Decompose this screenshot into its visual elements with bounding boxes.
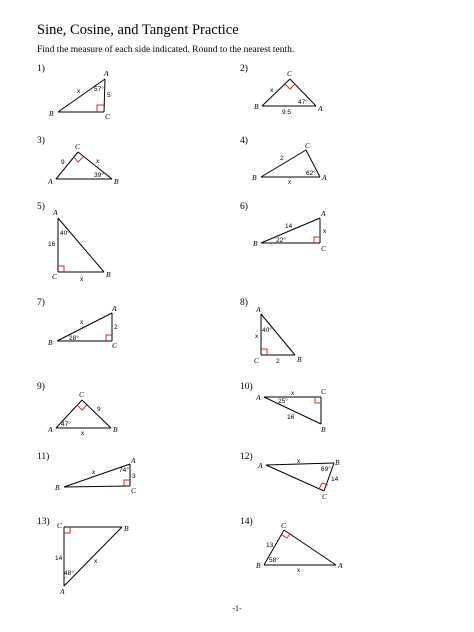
vertex-label: B bbox=[114, 177, 119, 186]
angle-label: 22° bbox=[276, 237, 286, 244]
problem-2-number: 2) bbox=[240, 64, 248, 74]
vertex-label: A bbox=[53, 208, 58, 217]
side-label: 16 bbox=[48, 241, 56, 248]
angle-label: 47° bbox=[298, 99, 308, 106]
problem-1-number: 1) bbox=[37, 64, 45, 74]
side-label: 14 bbox=[331, 476, 339, 483]
vertex-label: B bbox=[253, 239, 258, 248]
vertex-label: A bbox=[60, 587, 65, 596]
vertex-label: C bbox=[52, 272, 58, 281]
side-label: x bbox=[270, 87, 274, 94]
vertex-label: B bbox=[106, 270, 111, 279]
vertex-label: C bbox=[287, 69, 293, 78]
side-label: 9 bbox=[97, 406, 101, 413]
vertex-label: B bbox=[256, 561, 261, 570]
vertex-label: B bbox=[124, 524, 129, 533]
problem-12-number: 12) bbox=[240, 452, 253, 462]
angle-label: 25° bbox=[278, 398, 288, 405]
vertex-label: B bbox=[254, 102, 259, 111]
side-label: 2 bbox=[276, 358, 280, 365]
angle-label: 28° bbox=[69, 335, 79, 342]
side-label: 2 bbox=[280, 155, 284, 162]
problem-13-number: 13) bbox=[37, 517, 50, 527]
vertex-label: B bbox=[48, 338, 53, 347]
angle-label: 39° bbox=[94, 172, 104, 179]
vertex-label: B bbox=[297, 355, 302, 364]
angle-label: 48° bbox=[64, 570, 74, 577]
side-label: x bbox=[92, 469, 96, 476]
page-number: -1- bbox=[232, 604, 242, 613]
side-label: x bbox=[297, 567, 301, 574]
problem-6-number: 6) bbox=[240, 202, 248, 212]
problem-9-number: 9) bbox=[37, 382, 45, 392]
vertex-label: A bbox=[321, 209, 326, 218]
vertex-label: B bbox=[252, 173, 257, 182]
side-label: x bbox=[288, 179, 292, 186]
side-label: 14 bbox=[285, 223, 293, 230]
vertex-label: A bbox=[256, 393, 261, 402]
instructions: Find the measure of each side indicated. Round to the nearest tenth. bbox=[37, 45, 295, 55]
vertex-label: A bbox=[318, 104, 323, 113]
vertex-label: A bbox=[48, 177, 53, 186]
side-label: 13 bbox=[266, 542, 274, 549]
problem-7-number: 7) bbox=[37, 298, 45, 308]
vertex-label: C bbox=[112, 341, 118, 350]
problem-3-number: 3) bbox=[37, 136, 45, 146]
angle-label: 57° bbox=[94, 86, 104, 93]
right-angle-marker bbox=[282, 534, 290, 538]
side-label: x bbox=[96, 158, 100, 165]
vertex-label: C bbox=[322, 492, 328, 501]
side-label: x bbox=[255, 333, 259, 340]
problem-5-number: 5) bbox=[37, 202, 45, 212]
side-label: x bbox=[297, 458, 301, 465]
vertex-label: C bbox=[131, 486, 137, 495]
angle-label: 74° bbox=[119, 467, 129, 474]
problem-4-number: 4) bbox=[240, 136, 248, 146]
side-label: x bbox=[77, 88, 81, 95]
vertex-label: A bbox=[48, 425, 53, 434]
side-label: 2 bbox=[114, 324, 118, 331]
vertex-label: A bbox=[338, 561, 343, 570]
vertex-label: A bbox=[322, 173, 327, 182]
angle-label: 58° bbox=[269, 557, 279, 564]
side-label: 9.5 bbox=[282, 109, 292, 116]
angle-label: 47° bbox=[61, 421, 71, 428]
vertex-label: C bbox=[57, 521, 63, 530]
side-label: x bbox=[81, 430, 85, 437]
angle-label: 62° bbox=[306, 170, 316, 177]
vertex-label: B bbox=[113, 425, 118, 434]
page-title: Sine, Cosine, and Tangent Practice bbox=[37, 22, 239, 38]
vertex-label: A bbox=[104, 69, 109, 78]
side-label: 5 bbox=[107, 92, 111, 99]
side-label: x bbox=[291, 390, 295, 397]
vertex-label: C bbox=[281, 521, 287, 530]
vertex-label: B bbox=[321, 425, 326, 434]
side-label: x bbox=[80, 319, 84, 326]
vertex-label: A bbox=[256, 305, 261, 314]
vertex-label: A bbox=[258, 461, 263, 470]
problem-14-number: 14) bbox=[240, 517, 253, 527]
vertex-label: C bbox=[105, 112, 111, 121]
side-label: x bbox=[80, 276, 84, 283]
angle-label: 40° bbox=[262, 327, 272, 334]
vertex-label: A bbox=[131, 456, 136, 465]
problem-10-number: 10) bbox=[240, 382, 253, 392]
side-label: 3 bbox=[132, 473, 136, 480]
vertex-label: C bbox=[321, 387, 327, 396]
vertex-label: C bbox=[254, 356, 260, 365]
vertex-label: B bbox=[55, 483, 60, 492]
side-label: x bbox=[94, 558, 98, 565]
vertex-label: C bbox=[321, 244, 327, 253]
side-label: 16 bbox=[287, 414, 295, 421]
vertex-label: B bbox=[49, 109, 54, 118]
problem-11-number: 11) bbox=[37, 452, 50, 462]
side-label: x bbox=[323, 228, 327, 235]
angle-label: 40° bbox=[60, 230, 70, 237]
problem-8-number: 8) bbox=[240, 298, 248, 308]
vertex-label: C bbox=[79, 390, 85, 399]
angle-label: 69° bbox=[321, 466, 331, 473]
vertex-label: A bbox=[112, 304, 117, 313]
vertex-label: C bbox=[75, 142, 81, 151]
side-label: 14 bbox=[55, 555, 63, 562]
vertex-label: B bbox=[335, 458, 340, 467]
vertex-label: C bbox=[305, 141, 311, 150]
side-label: 9 bbox=[61, 159, 65, 166]
